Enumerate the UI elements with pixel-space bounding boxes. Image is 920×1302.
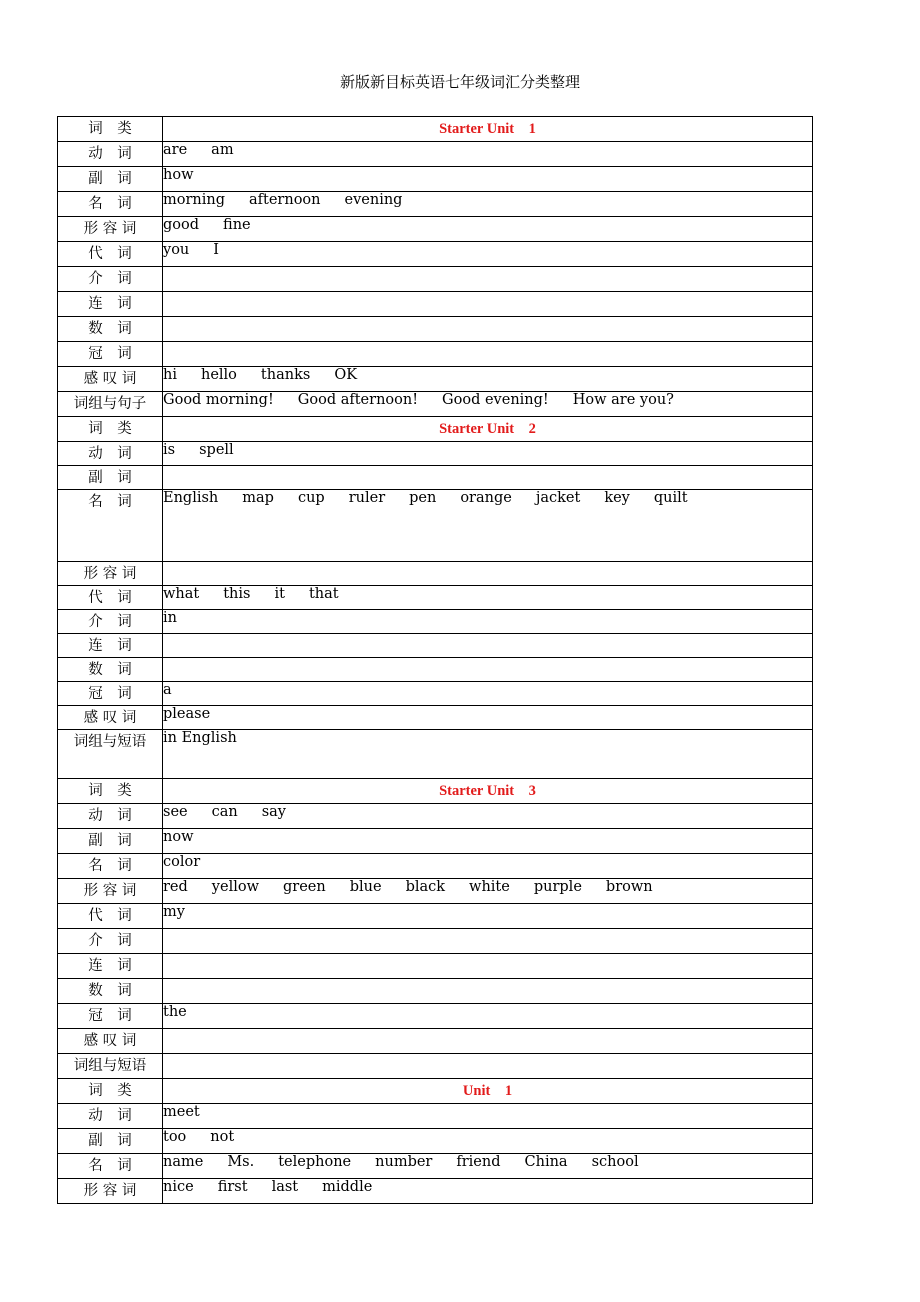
word-category: 形 容 词 [58, 562, 163, 586]
word-list [163, 658, 813, 682]
vocab-word: color [163, 854, 201, 870]
vocab-word: blue [349, 879, 382, 895]
vocabulary-table [57, 116, 813, 1204]
vocab-word: I [213, 242, 219, 258]
unit-header-row [58, 117, 813, 142]
word-list [163, 804, 813, 829]
vocab-word: what [163, 586, 200, 602]
vocab-row [58, 658, 813, 682]
vocab-word: hi [163, 367, 177, 383]
word-category: 副 词 [58, 829, 163, 854]
word-category: 形 容 词 [58, 879, 163, 904]
word-list [163, 562, 813, 586]
vocab-word: English [163, 490, 219, 506]
category-header-cell: 词 类 [58, 417, 163, 442]
word-list [163, 1154, 813, 1179]
word-category: 连 词 [58, 292, 163, 317]
vocab-row [58, 1154, 813, 1179]
vocab-row [58, 879, 813, 904]
vocab-row [58, 367, 813, 392]
vocab-word: number [375, 1154, 433, 1170]
word-category: 形 容 词 [58, 217, 163, 242]
vocab-row [58, 242, 813, 267]
vocab-word: see [163, 804, 188, 820]
vocab-word: green [283, 879, 326, 895]
vocab-word: Good afternoon! [297, 392, 419, 408]
vocab-row [58, 142, 813, 167]
vocab-word: orange [460, 490, 512, 506]
vocab-row [58, 392, 813, 417]
word-category: 代 词 [58, 242, 163, 267]
word-category: 介 词 [58, 267, 163, 292]
word-list [163, 1054, 813, 1079]
vocab-row [58, 1104, 813, 1129]
vocab-word: cup [297, 490, 325, 506]
vocab-word: red [163, 879, 188, 895]
word-list [163, 466, 813, 490]
vocab-word: black [405, 879, 446, 895]
vocab-word: this [223, 586, 251, 602]
vocab-word: say [261, 804, 286, 820]
vocab-word: name [163, 1154, 204, 1170]
word-list [163, 904, 813, 929]
word-category: 形 容 词 [58, 1179, 163, 1204]
vocab-word: quilt [653, 490, 688, 506]
word-list [163, 706, 813, 730]
word-list [163, 217, 813, 242]
unit-title: Unit 1 [163, 1079, 813, 1104]
vocab-row [58, 706, 813, 730]
vocab-word: map [242, 490, 274, 506]
vocab-word: ruler [348, 490, 386, 506]
vocab-word: meet [163, 1104, 200, 1120]
vocab-word: you [163, 242, 190, 258]
word-category: 连 词 [58, 954, 163, 979]
word-list [163, 1029, 813, 1054]
word-list [163, 242, 813, 267]
word-list [163, 879, 813, 904]
vocab-word: key [604, 490, 630, 506]
unit-header-row [58, 417, 813, 442]
vocab-word: OK [334, 367, 358, 383]
word-list [163, 634, 813, 658]
vocab-word: the [163, 1004, 187, 1020]
category-header-cell: 词 类 [58, 1079, 163, 1104]
vocab-row [58, 167, 813, 192]
word-list [163, 442, 813, 466]
vocab-word: are [163, 142, 188, 158]
vocab-word: morning [163, 192, 226, 208]
category-header-cell: 词 类 [58, 117, 163, 142]
vocab-row [58, 979, 813, 1004]
vocab-word: school [591, 1154, 639, 1170]
vocab-word: white [469, 879, 510, 895]
vocab-word: last [271, 1179, 299, 1195]
vocab-row [58, 634, 813, 658]
vocab-word: purple [533, 879, 582, 895]
vocab-word: how [163, 167, 194, 183]
word-category: 感 叹 词 [58, 706, 163, 730]
vocab-word: thanks [260, 367, 311, 383]
vocab-word: too [163, 1129, 187, 1145]
word-category: 副 词 [58, 167, 163, 192]
vocab-word: am [211, 142, 234, 158]
vocab-row [58, 1004, 813, 1029]
vocab-word: now [163, 829, 194, 845]
vocab-word: not [210, 1129, 235, 1145]
vocab-word: brown [605, 879, 653, 895]
word-list [163, 317, 813, 342]
word-category: 介 词 [58, 610, 163, 634]
word-list [163, 854, 813, 879]
word-list [163, 392, 813, 417]
vocab-row [58, 954, 813, 979]
word-list [163, 142, 813, 167]
word-category: 词组与短语 [58, 730, 163, 779]
vocab-row [58, 466, 813, 490]
word-category: 感 叹 词 [58, 1029, 163, 1054]
vocab-word: jacket [535, 490, 581, 506]
page-title: 新版新目标英语七年级词汇分类整理 [339, 73, 580, 91]
vocab-word: in English [163, 730, 237, 746]
vocab-row [58, 1179, 813, 1204]
vocab-word: good [163, 217, 200, 233]
vocab-row [58, 442, 813, 466]
vocab-row [58, 1129, 813, 1154]
word-list [163, 610, 813, 634]
category-header-cell: 词 类 [58, 779, 163, 804]
word-list [163, 979, 813, 1004]
vocab-word: afternoon [249, 192, 321, 208]
word-category: 代 词 [58, 586, 163, 610]
vocab-word: friend [456, 1154, 501, 1170]
word-list [163, 292, 813, 317]
vocab-row [58, 292, 813, 317]
vocab-row [58, 730, 813, 779]
word-list [163, 954, 813, 979]
unit-title: Starter Unit 2 [163, 417, 813, 442]
word-list [163, 167, 813, 192]
word-category: 名 词 [58, 490, 163, 562]
vocab-row [58, 1029, 813, 1054]
word-list [163, 586, 813, 610]
unit-header-row [58, 1079, 813, 1104]
word-category: 数 词 [58, 979, 163, 1004]
word-category: 动 词 [58, 142, 163, 167]
word-list [163, 490, 813, 562]
word-category: 词组与句子 [58, 392, 163, 417]
vocab-word: telephone [278, 1154, 352, 1170]
vocab-word: yellow [211, 879, 259, 895]
word-list [163, 1004, 813, 1029]
vocab-word: Good evening! [442, 392, 549, 408]
vocab-word: first [217, 1179, 248, 1195]
vocab-row [58, 804, 813, 829]
word-category: 介 词 [58, 929, 163, 954]
word-list [163, 1104, 813, 1129]
unit-header-row [58, 779, 813, 804]
vocab-row [58, 929, 813, 954]
word-category: 冠 词 [58, 1004, 163, 1029]
word-list [163, 192, 813, 217]
vocab-word: middle [322, 1179, 373, 1195]
vocab-word: spell [199, 442, 234, 458]
vocab-row [58, 682, 813, 706]
vocab-row [58, 1054, 813, 1079]
vocab-row [58, 490, 813, 562]
vocab-word: my [163, 904, 185, 920]
word-category: 冠 词 [58, 342, 163, 367]
word-list [163, 730, 813, 779]
word-list [163, 367, 813, 392]
vocab-word: that [308, 586, 339, 602]
vocab-word: How are you? [572, 392, 674, 408]
word-list [163, 267, 813, 292]
vocab-row [58, 342, 813, 367]
word-category: 副 词 [58, 1129, 163, 1154]
vocab-word: it [274, 586, 285, 602]
vocab-row [58, 192, 813, 217]
word-list [163, 342, 813, 367]
word-category: 感 叹 词 [58, 367, 163, 392]
word-category: 词组与短语 [58, 1054, 163, 1079]
word-list [163, 1179, 813, 1204]
vocab-row [58, 829, 813, 854]
word-category: 名 词 [58, 192, 163, 217]
vocab-word: in [163, 610, 177, 626]
word-category: 名 词 [58, 854, 163, 879]
word-category: 冠 词 [58, 682, 163, 706]
word-category: 动 词 [58, 442, 163, 466]
word-category: 代 词 [58, 904, 163, 929]
vocab-row [58, 267, 813, 292]
vocab-word: fine [223, 217, 251, 233]
vocab-word: can [211, 804, 238, 820]
word-category: 名 词 [58, 1154, 163, 1179]
vocab-word: pen [409, 490, 437, 506]
word-category: 动 词 [58, 1104, 163, 1129]
vocab-row [58, 854, 813, 879]
vocab-row [58, 586, 813, 610]
vocab-word: please [163, 706, 211, 722]
word-list [163, 682, 813, 706]
unit-title: Starter Unit 3 [163, 779, 813, 804]
vocab-row [58, 562, 813, 586]
vocab-row [58, 317, 813, 342]
word-category: 动 词 [58, 804, 163, 829]
word-category: 连 词 [58, 634, 163, 658]
vocab-word: China [524, 1154, 568, 1170]
unit-title: Starter Unit 1 [163, 117, 813, 142]
vocab-row [58, 904, 813, 929]
vocab-word: Ms. [227, 1154, 255, 1170]
vocab-word: evening [344, 192, 403, 208]
vocab-word: Good morning! [163, 392, 274, 408]
vocab-word: is [163, 442, 176, 458]
word-category: 副 词 [58, 466, 163, 490]
vocab-word: hello [200, 367, 237, 383]
vocab-row [58, 217, 813, 242]
vocab-row [58, 610, 813, 634]
word-category: 数 词 [58, 658, 163, 682]
word-list [163, 1129, 813, 1154]
vocab-word: nice [163, 1179, 194, 1195]
word-list [163, 829, 813, 854]
vocab-word: a [163, 682, 172, 698]
word-category: 数 词 [58, 317, 163, 342]
word-list [163, 929, 813, 954]
